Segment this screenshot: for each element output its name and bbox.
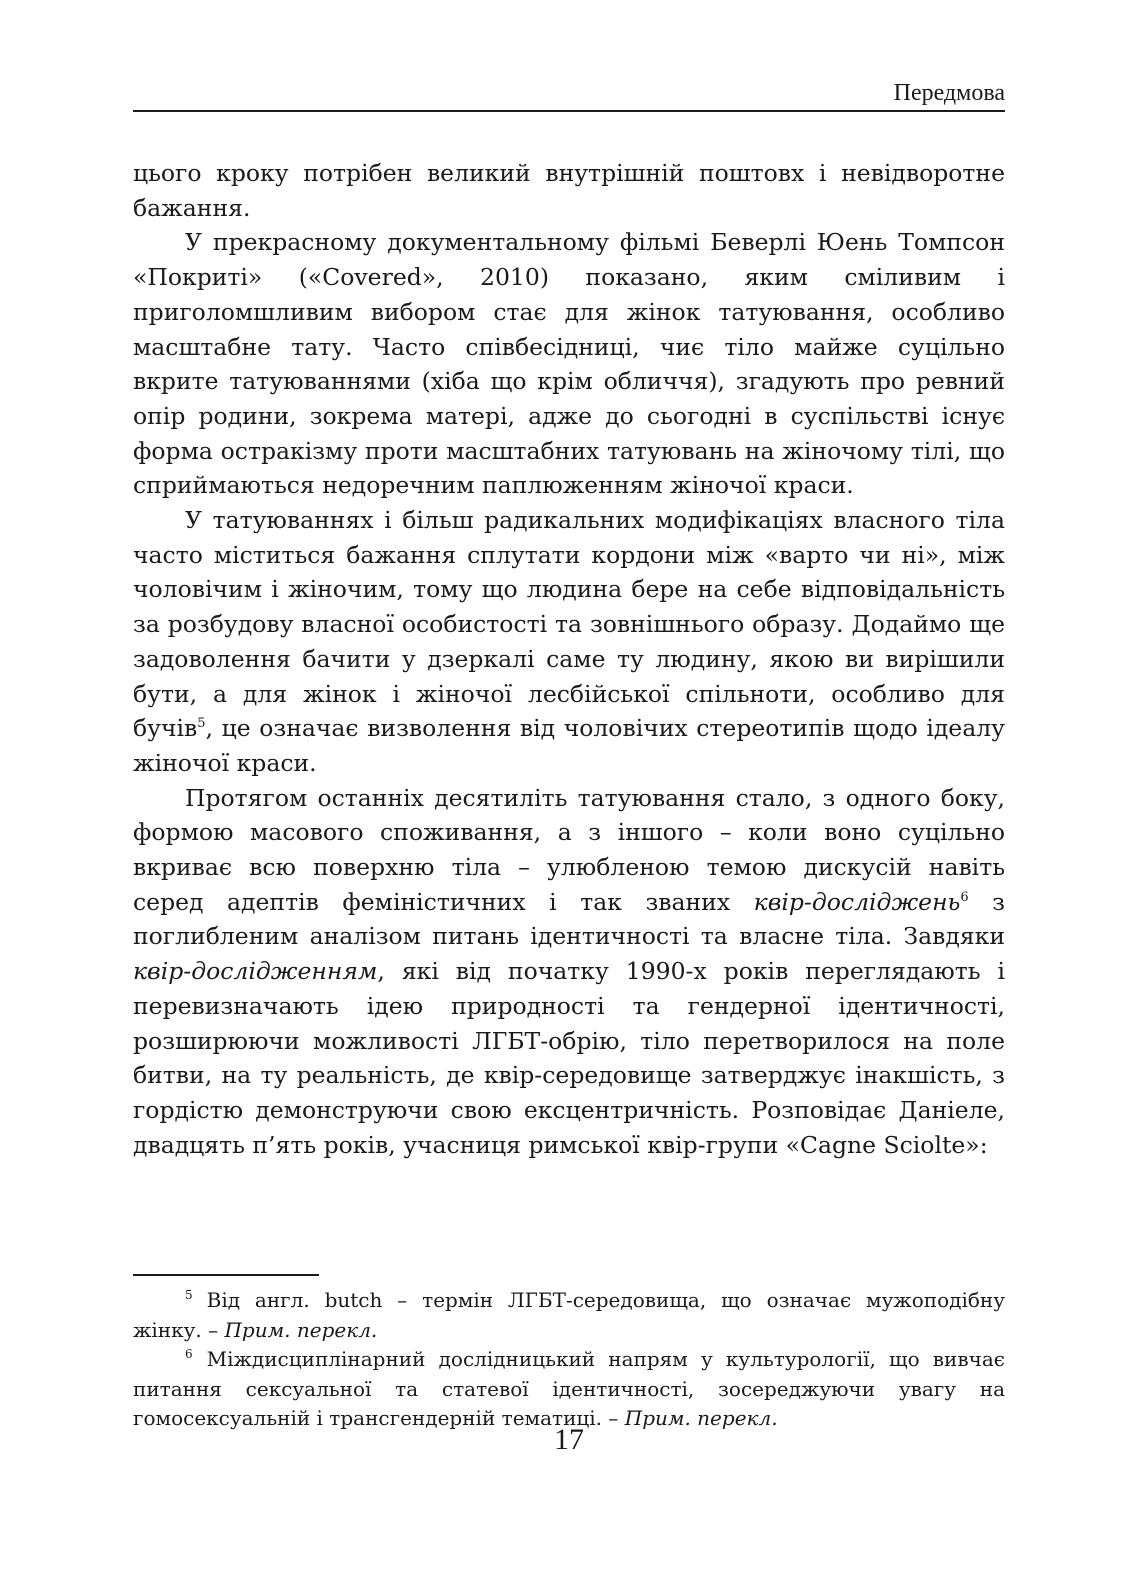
translator-note: Прим. перекл. [224,1317,378,1342]
footnote-text: Міждисциплінарний дослідницький напрям у культурології, що вивчає питання сексуальної та статевої ідентичності, зосереджуючи увагу на гомосексуальній і трансгендерній тематиці. – [133,1347,1005,1430]
term-queer-studies-2: квір-дослідженням [133,957,378,986]
header-rule [133,110,1005,112]
footnote-number: 6 [185,1347,193,1361]
footnote-rule [133,1274,319,1276]
paragraph-4-text-a: Протягом останніх десятиліть татуювання стало, з одного боку, формою масового споживання, а з іншого – коли воно суцільно вкриває всю поверхню тіла – улюбленою темою дискусій навіть серед адептів феміністичних і так званих [133,783,1005,916]
paragraph-4 [133,781,1005,1163]
paragraph-2: У прекрасному документальному фільмі Беверлі Юень Томпсон «Покриті» («Covered», 2010) показано, яким сміливим і приголомшливим вибором стає для жінок татуювання, особливо масштабне тату. Часто співбесідниці, чиє тіло майже суцільно вкрите татуюваннями (хіба що крім обличчя), згадують про ревний опір родини, зокрема матері, адже до сьогодні в суспільстві існує форма остракізму проти масштабних татуювань на жіночому тілі, що сприймаються недоречним паплюженням жіночої краси. [133,228,1005,500]
footnote-5 [133,1286,1005,1345]
term-queer-studies: квір-досліджень [753,887,961,916]
paragraph-4-text-b: з поглибленим аналізом питань ідентичності та власне тіла. Завдяки [133,887,1005,951]
paragraph-4-text-c: , які від початку 1990-х років переглядають і перевизначають ідею природності та гендерної ідентичності, розширюючи можливості ЛГБТ-обрію, тіло перетворилося на поле битви, на ту реальність, де квір-середовище затверджує інакшість, з гордістю демонструючи свою ексцентричність. Розповідає Даніеле, двадцять п’ять років, учасниця римської квір-групи «Cagne Sciolte»: [133,957,1005,1159]
paragraph-3-text-a: У татуюваннях і більш радикальних модифікаціях власного тіла часто міститься бажання сплутати кордони між «варто чи ні», між чоловічим і жіночим, тому що людина бере на себе відповідальність за розбудову власної особистості та зовнішнього образу. Додаймо ще задоволення бачити у дзеркалі саме ту людину, якою ви вирішили бути, а для жінок і жіночої лесбійської спільноти, особливо для бучів [133,506,1005,743]
footnote-ref-5[interactable]: 5 [197,716,206,732]
footnote-number: 5 [185,1288,193,1302]
paragraph-3 [133,503,1005,781]
footnote-ref-6[interactable]: 6 [960,889,969,905]
body-text [133,156,1005,1162]
footnote-6 [133,1345,1005,1434]
footnote-text: Від англ. butch – термін ЛГБТ-середовища, що означає мужоподібну жінку. – [133,1288,1005,1342]
translator-note: Прим. перекл. [624,1406,778,1430]
running-head: Передмова [893,80,1005,106]
paragraph-3-text-b: , це означає визволення від чоловічих стереотипів щодо ідеалу жіночої краси. [133,714,1005,777]
footnotes [133,1286,1005,1434]
paragraph-1: цього кроку потрібен великий внутрішній поштовх і невідворотне бажання. [133,159,1005,222]
page-number: 17 [554,1423,584,1456]
